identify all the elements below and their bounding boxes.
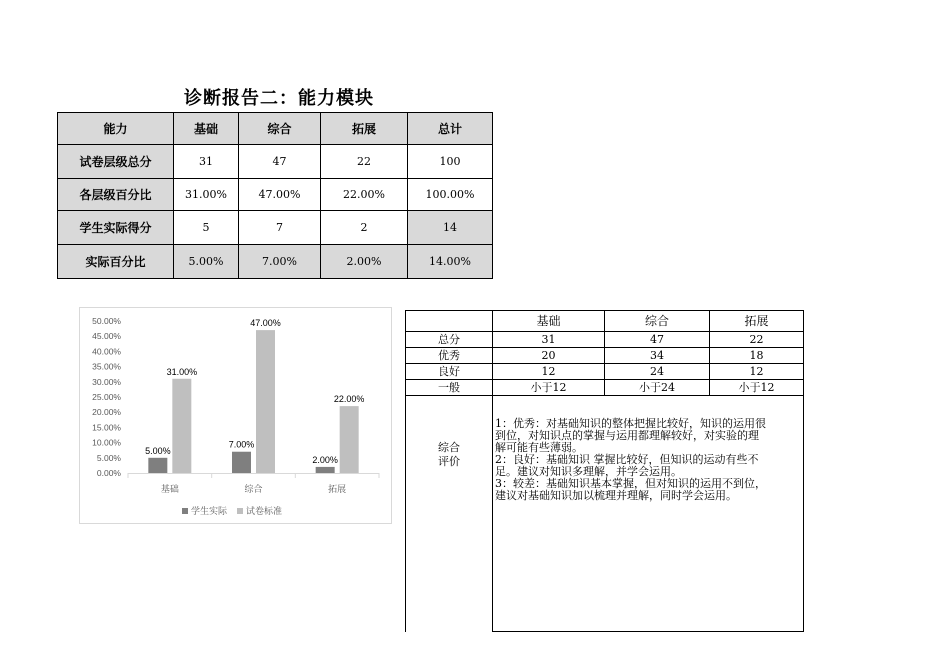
row-label: 各层级百分比 — [58, 179, 174, 211]
table-cell: 31 — [493, 332, 605, 348]
header-cell: 拓展 — [710, 311, 804, 332]
table-cell: 12 — [710, 364, 804, 380]
table-cell: 22 — [321, 145, 408, 179]
table-cell: 100 — [408, 145, 493, 179]
table-cell: 31 — [174, 145, 239, 179]
y-tick-label: 15.00% — [92, 422, 121, 433]
table-cell: 小于12 — [493, 380, 605, 396]
table-cell: 小于12 — [710, 380, 804, 396]
y-tick-label: 20.00% — [92, 407, 121, 418]
table-row — [406, 380, 804, 396]
table-cell: 14.00% — [408, 245, 493, 279]
row-label: 试卷层级总分 — [58, 145, 174, 179]
row-label: 总分 — [406, 332, 493, 348]
bar — [148, 458, 167, 473]
evaluation-label-line: 评价 — [438, 455, 460, 468]
table-cell: 22.00% — [321, 179, 408, 211]
y-tick-label: 35.00% — [92, 361, 121, 372]
header-cell: 能力 — [58, 113, 174, 145]
header-cell: 综合 — [239, 113, 321, 145]
table-cell: 18 — [710, 348, 804, 364]
evaluation-text — [493, 396, 804, 632]
x-tick-label: 综合 — [244, 484, 263, 494]
y-tick-label: 50.00% — [92, 316, 121, 326]
table-cell: 7 — [239, 211, 321, 245]
data-label: 5.00% — [145, 445, 171, 456]
evaluation-line: 1：优秀：对基础知识的整体把握比较好，知识的运用很 — [495, 417, 766, 430]
ability-table — [57, 112, 493, 279]
data-label: 47.00% — [250, 318, 281, 329]
table-row — [406, 396, 804, 632]
table-cell: 47 — [239, 145, 321, 179]
data-label: 7.00% — [228, 439, 255, 450]
row-label: 学生实际得分 — [58, 211, 174, 245]
legend-swatch — [237, 508, 243, 514]
evaluation-line: 建议对基础知识加以梳理并理解，同时学会运用。 — [495, 489, 737, 502]
table-cell: 20 — [493, 348, 605, 364]
header-cell: 综合 — [605, 311, 710, 332]
y-tick-label: 30.00% — [92, 376, 121, 387]
table-cell: 14 — [408, 211, 493, 245]
bar-chart — [79, 307, 392, 524]
header-cell — [406, 311, 493, 332]
header-cell: 基础 — [174, 113, 239, 145]
table-cell: 24 — [605, 364, 710, 380]
bar — [172, 379, 191, 473]
bar — [256, 330, 275, 473]
legend-label: 试卷标准 — [246, 506, 283, 516]
evaluation-line: 解可能有些薄弱。 — [495, 441, 583, 454]
table-row — [406, 364, 804, 380]
row-label: 优秀 — [406, 348, 493, 364]
y-tick-label: 5.00% — [96, 452, 121, 463]
table-cell: 5.00% — [174, 245, 239, 279]
bar — [232, 452, 251, 473]
table-header-row — [406, 311, 804, 332]
x-tick-label: 基础 — [160, 484, 179, 494]
data-label: 31.00% — [166, 366, 198, 377]
evaluation-line: 足。建议对知识多理解，并学会运用。 — [495, 465, 682, 478]
y-tick-label: 0.00% — [96, 468, 121, 478]
header-cell: 拓展 — [321, 113, 408, 145]
evaluation-label — [406, 396, 493, 632]
table-cell: 100.00% — [408, 179, 493, 211]
chart-canvas — [80, 308, 391, 523]
table-cell: 31.00% — [174, 179, 239, 211]
header-cell: 总计 — [408, 113, 493, 145]
data-label: 2.00% — [312, 454, 338, 465]
row-label: 实际百分比 — [58, 245, 174, 279]
evaluation-label-line: 综合 — [438, 441, 460, 454]
table-row — [58, 245, 493, 279]
evaluation-table — [405, 310, 804, 632]
header-cell: 基础 — [493, 311, 605, 332]
table-row — [58, 145, 493, 179]
table-cell: 2 — [321, 211, 408, 245]
legend-label: 学生实际 — [191, 506, 228, 516]
table-header-row — [58, 113, 493, 145]
legend-swatch — [182, 508, 188, 514]
table-cell: 7.00% — [239, 245, 321, 279]
y-tick-label: 45.00% — [92, 331, 121, 342]
y-tick-label: 10.00% — [92, 437, 121, 448]
table-cell: 12 — [493, 364, 605, 380]
row-label: 一般 — [406, 380, 493, 396]
evaluation-line: 到位，对知识点的掌握与运用都理解较好，对实验的理 — [495, 429, 759, 442]
bar — [340, 406, 359, 473]
table-cell: 34 — [605, 348, 710, 364]
table-row — [58, 211, 493, 245]
table-cell: 22 — [710, 332, 804, 348]
report-title: 诊断报告二：能力模块 — [184, 88, 374, 109]
table-cell: 5 — [174, 211, 239, 245]
bar — [316, 467, 335, 473]
evaluation-line: 2：良好：基础知识 掌握比较好，但知识的运动有些不 — [495, 453, 759, 466]
y-tick-label: 40.00% — [92, 346, 121, 357]
table-row — [58, 179, 493, 211]
row-label: 良好 — [406, 364, 493, 380]
table-cell: 47.00% — [239, 179, 321, 211]
table-row — [406, 348, 804, 364]
y-tick-label: 25.00% — [92, 392, 121, 402]
evaluation-line: 3：较差：基础知识基本掌握，但对知识的运用不到位， — [495, 477, 766, 490]
x-tick-label: 拓展 — [328, 484, 347, 494]
data-label: 22.00% — [333, 394, 365, 405]
table-cell: 47 — [605, 332, 710, 348]
table-cell: 2.00% — [321, 245, 408, 279]
table-cell: 小于24 — [605, 380, 710, 396]
table-row — [406, 332, 804, 348]
